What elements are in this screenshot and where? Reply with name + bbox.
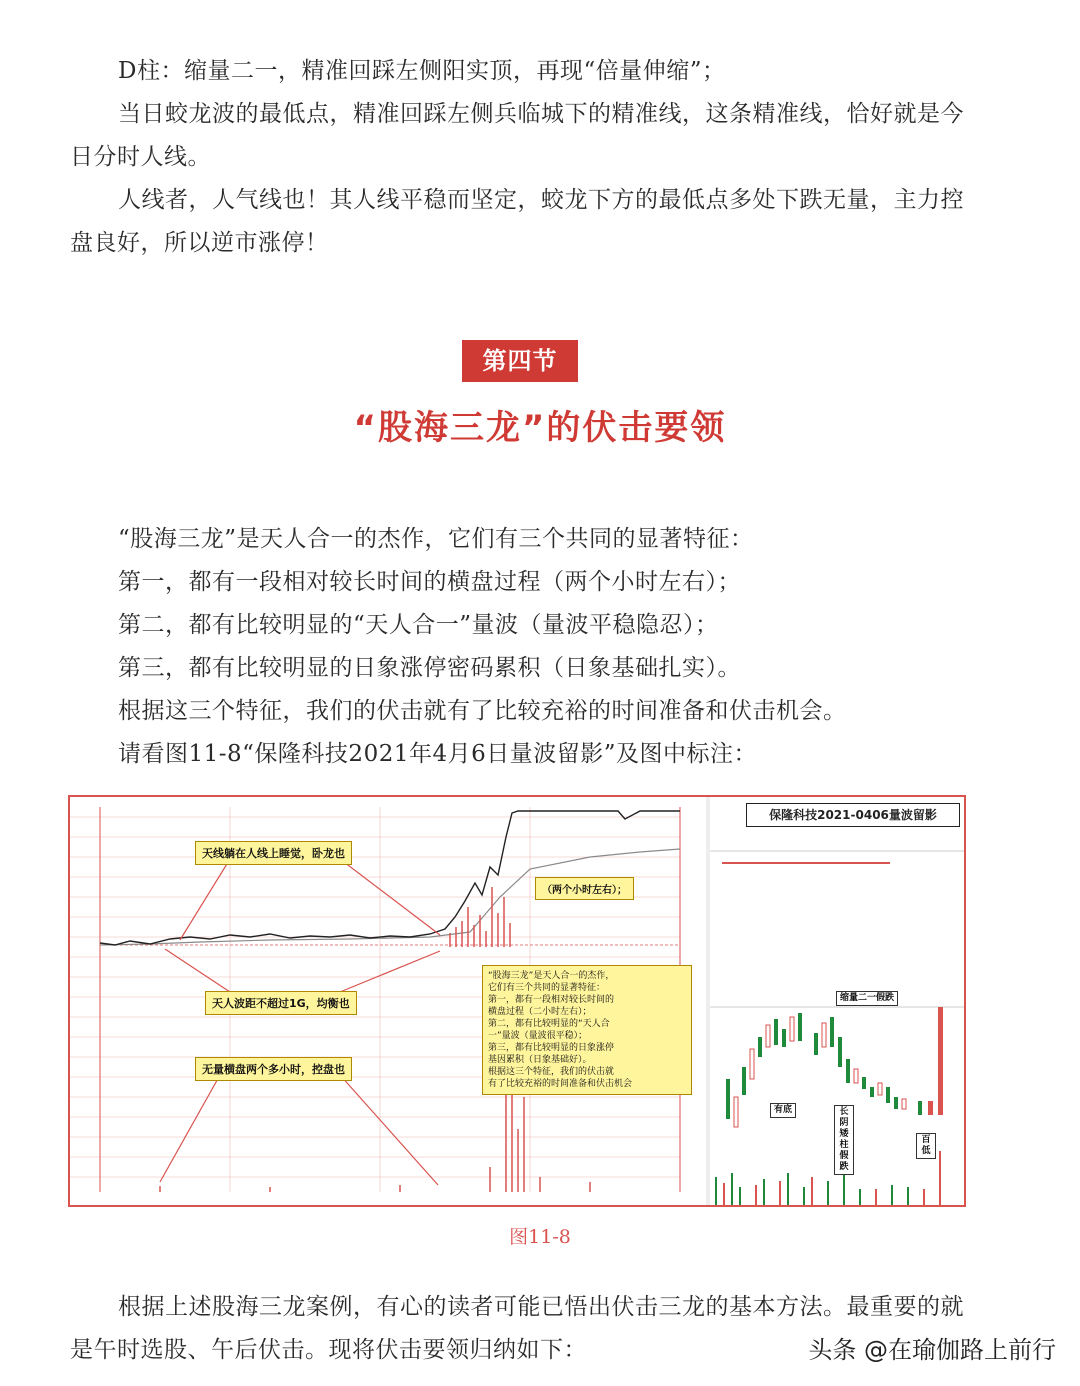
annotation-balance: 天人波距不超过1G，均衡也	[205, 991, 357, 1015]
figure-divider	[706, 797, 710, 1205]
paragraph-ambush: 根据这三个特征，我们的伏击就有了比较充裕的时间准备和伏击机会。	[118, 698, 847, 724]
box-line: 一”量波（量波很平稳）；	[488, 1031, 588, 1041]
box-line: 第三，都有比较明显的日象涨停	[488, 1043, 615, 1053]
paragraph-see-figure: 请看图11-8“保隆科技2021年4月6日量波留影”及图中标注：	[118, 741, 757, 767]
figure-title: 保隆科技2021-0406量波留影	[746, 803, 960, 827]
paragraph-feature-2: 第二，都有比较明显的“天人合一”量波（量波平稳隐忍）；	[118, 612, 719, 638]
annotation-arrows	[160, 859, 440, 1185]
paragraph-lowest-point: 当日蛟龙波的最低点，精准回踩左侧兵临城下的精准线，这条精准线，恰好就是今日分时人线。	[70, 101, 964, 170]
section-badge: 第四节	[462, 340, 578, 382]
annotation-wolong: 天线躺在人线上睡觉，卧龙也	[195, 841, 352, 865]
box-line: 第一，都有一段相对较长时间的	[488, 995, 615, 1005]
annotation-two-hours: （两个小时左右）；	[535, 877, 634, 900]
box-line: 它们有三个共同的显著特征：	[488, 983, 606, 993]
figure-11-8	[68, 795, 966, 1207]
kline-tag-shrink: 缩量二一假跌	[836, 991, 898, 1006]
paragraph-features-intro: “股海三龙”是天人合一的杰作，它们有三个共同的显著特征：	[118, 526, 754, 552]
paragraph-feature-3: 第三，都有比较明显的日象涨停密码累积（日象基础扎实）。	[118, 655, 741, 681]
section-title: “股海三龙”的伏击要领	[353, 408, 727, 448]
kline-tag-long-yin: 长阴矮柱假跌	[834, 1105, 854, 1175]
kline-tag-bottom: 有底	[770, 1103, 796, 1118]
paragraph-renxian: 人线者，人气线也！其人线平稳而坚定，蛟龙下方的最低点多处下跌无量，主力控盘良好，所以逆市涨停！	[70, 187, 964, 256]
paragraph-feature-1: 第一，都有一段相对较长时间的横盘过程（两个小时左右）；	[118, 569, 741, 595]
annotation-control: 无量横盘两个多小时，控盘也	[195, 1057, 352, 1081]
paragraph-ambush-method: 根据上述股海三龙案例，有心的读者可能已悟出伏击三龙的基本方法。最重要的就是午时选股、午后伏击。现将伏击要领归纳如下：	[70, 1294, 964, 1363]
box-line: 第二，都有比较明显的“天人合	[488, 1019, 610, 1029]
kline-tag-low: 百低	[916, 1133, 936, 1159]
paragraph-d-pillar: D柱：缩量二一，精准回踩左侧阳实顶，再现“倍量伸缩”；	[118, 58, 726, 84]
annotation-feature-box	[482, 965, 692, 1095]
watermark: 头条 @在瑜伽路上前行	[808, 1336, 1056, 1364]
box-line: “股海三龙”是天人合一的杰作，	[488, 971, 615, 981]
box-line: 基因累积（日象基础好）。	[488, 1055, 592, 1065]
box-line: 横盘过程（二小时左右）；	[488, 1007, 592, 1017]
figure-caption: 图11-8	[509, 1226, 571, 1248]
box-line: 有了比较充裕的时间准备和伏击机会	[488, 1079, 633, 1089]
box-line: 根据这三个特征，我们的伏击就	[488, 1067, 615, 1077]
